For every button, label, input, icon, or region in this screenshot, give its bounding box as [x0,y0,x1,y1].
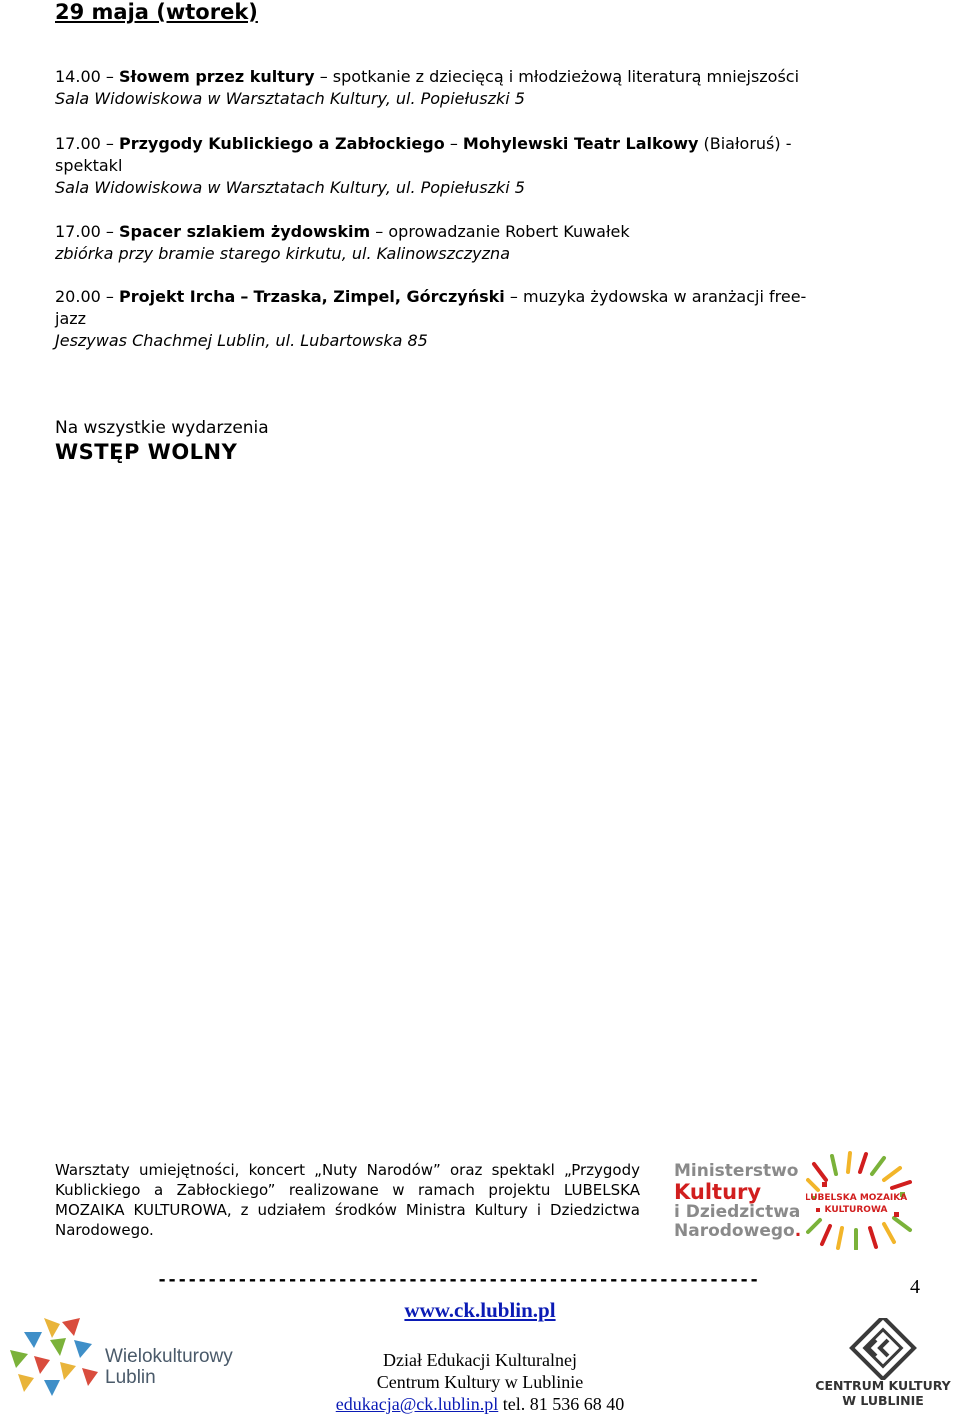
phone-number: tel. 81 536 68 40 [502,1394,625,1414]
organization-name: Centrum Kultury w Lublinie [376,1372,584,1392]
email-link[interactable]: edukacja@ck.lublin.pl [335,1394,499,1414]
event-venue: Sala Widowiskowa w Warsztatach Kultury, ul. Popiełuszki 5 [55,89,525,108]
event-dash: – [319,67,328,86]
event-venue: zbiórka przy bramie starego kirkutu, ul. Kalinowszczyzna [55,244,510,263]
ministry-logo [674,1162,801,1241]
event-description: (Białoruś) - [703,134,792,153]
event-dash: – [375,222,384,241]
event-title: Projekt Ircha [119,287,236,306]
event-description: muzyka żydowska w aranżacji free- [522,287,807,306]
centrum-kultury-logo-line: W LUBLINIE [842,1393,924,1408]
mosaic-culture-logo [806,1150,916,1250]
ministry-logo-line: i Dziedzictwa [674,1202,801,1222]
event-venue: Jeszywas Chachmej Lublin, ul. Lubartowska 85 [55,331,428,350]
department-name: Dział Edukacji Kulturalnej [383,1350,577,1370]
date-heading: 29 maja (wtorek) [55,0,258,24]
ministry-logo-dot: . [794,1221,802,1241]
event-dash: – [105,222,114,241]
website-link[interactable]: www.ck.lublin.pl [404,1298,556,1322]
event-item [55,286,915,352]
ministry-logo-word: Narodowego [674,1221,795,1241]
event-description: spotkanie z dziecięcą i młodzieżową literaturą mniejszości [332,67,800,86]
footer-separator: ------------------------------------------------------------ [157,1270,760,1290]
mosaic-culture-logo-text: LUBELSKA MOZAIKA [806,1193,908,1203]
event-venue: Sala Widowiskowa w Warsztatach Kultury, ul. Popiełuszki 5 [55,178,525,197]
free-entry-note: Na wszystkie wydarzenia [55,418,269,438]
contact-line [250,1394,710,1415]
event-dash: – [105,287,114,306]
event-item [55,221,915,265]
event-dash: – [105,134,114,153]
mosaic-culture-logo-text: KULTUROWA [824,1205,888,1215]
centrum-kultury-logo-text [808,1378,958,1408]
event-dash: – [105,67,114,86]
event-dash: – [449,134,458,153]
event-title: Słowem przez kultury [119,67,315,86]
wielokulturowy-logo-line: Lublin [105,1367,156,1388]
event-performer: Trzaska, Zimpel, Górczyński [253,287,505,306]
event-title: Spacer szlakiem żydowskim [119,222,371,241]
free-entry-heading: WSTĘP WOLNY [55,440,238,464]
event-description-continued: jazz [55,309,87,328]
centrum-kultury-logo-line: CENTRUM KULTURY [815,1378,951,1393]
ministry-logo-line: Ministerstwo [674,1161,799,1181]
wielokulturowy-logo-graphic [4,1310,104,1400]
event-time: 20.00 [55,287,101,306]
ministry-logo-line [674,1222,801,1241]
page-number: 4 [910,1276,920,1298]
event-time: 17.00 [55,222,101,241]
event-time: 14.00 [55,67,101,86]
wielokulturowy-logo-text [105,1346,233,1388]
event-dash: – [240,287,249,306]
event-performer: Mohylewski Teatr Lalkowy [462,134,699,153]
wielokulturowy-logo-line: Wielokulturowy [105,1346,233,1367]
centrum-kultury-logo-graphic [808,1318,958,1380]
event-time: 17.00 [55,134,101,153]
ministry-logo-line: Kultury [674,1180,762,1204]
mosaic-culture-logo-graphic [806,1150,916,1250]
event-dash: – [509,287,518,306]
event-title: Przygody Kublickiego a Zabłockiego [119,134,445,153]
event-item [55,133,915,199]
funding-statement: Warsztaty umiejętności, koncert „Nuty Narodów” oraz spektakl „Przygody Kublickiego a Zabłockiego” realizowane w ramach projektu LUBELSKA MOZAIKA KULTUROWA, z udziałem środków Ministra Kultury i Dziedzictwa Narodowego. [55,1161,640,1239]
event-item [55,66,915,110]
event-description: oprowadzanie Robert Kuwałek [388,222,630,241]
event-description-continued: spektakl [55,156,123,175]
